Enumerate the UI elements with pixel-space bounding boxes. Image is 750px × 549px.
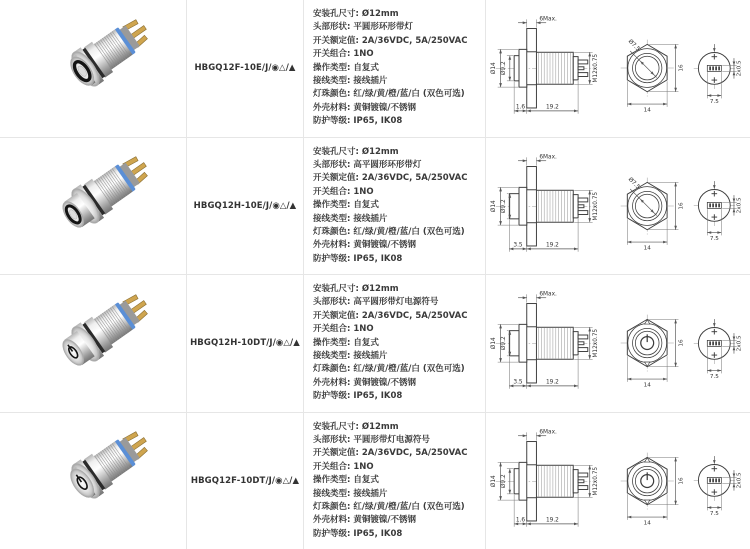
spec-line: 接线类型: 接线插片 — [313, 76, 388, 87]
spec-line: 操作类型: 自复式 — [313, 200, 379, 211]
product-photo-cell — [0, 413, 187, 549]
svg-text:M12x0.75: M12x0.75 — [592, 191, 599, 221]
spec-line: 安装孔尺寸: Ø12mm — [313, 9, 399, 19]
spec-line: 开关额定值: 2A/36VDC, 5A/250VAC — [313, 35, 468, 46]
svg-text:Ø14: Ø14 — [490, 62, 497, 75]
rear-view-drawing — [690, 16, 748, 121]
svg-text:1.6: 1.6 — [515, 104, 526, 111]
product-row — [0, 0, 750, 137]
svg-text:19.2: 19.2 — [545, 241, 559, 248]
spec-line: 开关组合: 1NO — [313, 324, 374, 335]
side-view-drawing — [488, 427, 612, 536]
spec-line: 接线类型: 接线插片 — [313, 488, 388, 499]
svg-text:Ø14: Ø14 — [490, 199, 497, 212]
spec-line: 防护等级: IP65, IK08 — [313, 116, 403, 127]
svg-text:16: 16 — [678, 64, 685, 72]
svg-text:7.5: 7.5 — [709, 236, 719, 243]
product-photo-cell — [0, 275, 187, 412]
side-view-drawing — [488, 14, 612, 123]
spec-line: 开关组合: 1NO — [313, 49, 374, 60]
spec-line: 头部形状: 高平圆形环形带灯 — [313, 159, 422, 170]
svg-text:6Max.: 6Max. — [539, 291, 557, 298]
drawing-cell — [486, 275, 750, 412]
svg-text:14: 14 — [643, 107, 651, 114]
product-row — [0, 274, 750, 412]
specs-cell — [304, 413, 486, 549]
svg-text:7.5: 7.5 — [709, 373, 719, 380]
spec-line: 灯珠颜色: 红/绿/黄/橙/蓝/白 (双色可选) — [313, 89, 465, 100]
product-photo — [0, 0, 186, 137]
spec-line: 安装孔尺寸: Ø12mm — [313, 146, 399, 157]
svg-text:2x0.5: 2x0.5 — [736, 197, 743, 214]
spec-line: 头部形状: 高平圆形带灯电源符号 — [313, 297, 439, 308]
svg-text:3.5: 3.5 — [513, 241, 523, 248]
drawing-cell — [486, 138, 750, 275]
model-number: HBGQ12H-10DT/J/◉△/▲ — [190, 338, 300, 349]
spec-line: 开关额定值: 2A/36VDC, 5A/250VAC — [313, 448, 468, 459]
front-view-drawing — [615, 290, 687, 396]
svg-text:7.5: 7.5 — [709, 98, 719, 105]
spec-line: 操作类型: 自复式 — [313, 62, 379, 73]
product-row — [0, 137, 750, 275]
svg-text:6Max.: 6Max. — [539, 16, 557, 23]
product-photo — [0, 275, 186, 412]
spec-line: 接线类型: 接线插片 — [313, 213, 388, 224]
svg-text:Ø9.2: Ø9.2 — [500, 336, 507, 351]
svg-text:19.2: 19.2 — [545, 516, 559, 523]
drawing-cell — [486, 0, 750, 137]
svg-text:1.6: 1.6 — [515, 516, 526, 523]
spec-line: 外壳材料: 黄铜镀镍/不锈钢 — [313, 515, 416, 526]
model-cell — [187, 275, 304, 412]
svg-text:14: 14 — [643, 520, 651, 527]
svg-text:6Max.: 6Max. — [539, 153, 557, 160]
spec-line: 灯珠颜色: 红/绿/黄/橙/蓝/白 (双色可选) — [313, 501, 465, 512]
svg-text:Ø7.5: Ø7.5 — [626, 176, 641, 191]
svg-text:M12x0.75: M12x0.75 — [592, 328, 599, 358]
svg-text:6Max.: 6Max. — [539, 428, 557, 435]
spec-line: 开关组合: 1NO — [313, 461, 374, 472]
svg-text:14: 14 — [643, 382, 651, 389]
product-row — [0, 412, 750, 549]
svg-text:2x0.5: 2x0.5 — [736, 335, 743, 352]
spec-line: 操作类型: 自复式 — [313, 337, 379, 348]
specs-cell — [304, 275, 486, 412]
spec-line: 防护等级: IP65, IK08 — [313, 528, 403, 539]
side-view-drawing — [488, 152, 612, 261]
model-number: HBGQ12H-10E/J/◉△/▲ — [193, 200, 297, 211]
front-view-drawing — [615, 428, 687, 534]
svg-text:16: 16 — [678, 477, 685, 485]
svg-text:Ø7.5: Ø7.5 — [626, 38, 641, 53]
svg-text:M12x0.75: M12x0.75 — [592, 466, 599, 496]
spec-line: 安装孔尺寸: Ø12mm — [313, 421, 399, 432]
svg-text:2x0.5: 2x0.5 — [736, 60, 743, 77]
side-view-drawing — [488, 289, 612, 398]
svg-text:7.5: 7.5 — [709, 511, 719, 518]
model-cell — [187, 138, 304, 275]
svg-text:Ø14: Ø14 — [490, 337, 497, 350]
specs-cell — [304, 138, 486, 275]
svg-text:Ø14: Ø14 — [490, 474, 497, 487]
spec-line: 灯珠颜色: 红/绿/黄/橙/蓝/白 (双色可选) — [313, 364, 465, 375]
product-photo-cell — [0, 138, 187, 275]
spec-line: 安装孔尺寸: Ø12mm — [313, 284, 399, 294]
spec-line: 头部形状: 平圆形环形带灯 — [313, 22, 413, 33]
rear-view-drawing — [690, 291, 748, 396]
model-number: HBGQ12F-10DT/J/◉△/▲ — [190, 475, 300, 486]
spec-line: 防护等级: IP65, IK08 — [313, 391, 403, 402]
spec-line: 开关额定值: 2A/36VDC, 5A/250VAC — [313, 173, 468, 184]
svg-text:16: 16 — [678, 339, 685, 347]
spec-line: 开关额定值: 2A/36VDC, 5A/250VAC — [313, 310, 468, 321]
model-cell — [187, 0, 304, 137]
model-cell — [187, 413, 304, 549]
svg-text:19.2: 19.2 — [545, 104, 559, 111]
svg-text:14: 14 — [643, 245, 651, 252]
front-view-drawing — [615, 15, 687, 121]
model-number: HBGQ12F-10E/J/◉△/▲ — [194, 63, 296, 74]
spec-line: 外壳材料: 黄铜镀镍/不锈钢 — [313, 102, 416, 113]
spec-line: 操作类型: 自复式 — [313, 475, 379, 486]
spec-line: 外壳材料: 黄铜镀镍/不锈钢 — [313, 377, 416, 388]
svg-text:Ø9.2: Ø9.2 — [500, 61, 507, 76]
svg-text:M12x0.75: M12x0.75 — [592, 53, 599, 83]
spec-line: 外壳材料: 黄铜镀镍/不锈钢 — [313, 240, 416, 251]
product-photo — [0, 413, 186, 549]
svg-text:19.2: 19.2 — [545, 379, 559, 386]
spec-line: 防护等级: IP65, IK08 — [313, 253, 403, 264]
product-photo — [0, 138, 186, 275]
product-photo-cell — [0, 0, 187, 137]
spec-line: 头部形状: 平圆形带灯电源符号 — [313, 434, 430, 445]
svg-text:3.5: 3.5 — [513, 379, 523, 386]
specs-cell — [304, 0, 486, 137]
front-view-drawing — [615, 153, 687, 259]
svg-text:2x0.5: 2x0.5 — [736, 472, 743, 489]
spec-line: 开关组合: 1NO — [313, 186, 374, 197]
spec-line: 接线类型: 接线插片 — [313, 351, 388, 362]
rear-view-drawing — [690, 428, 748, 533]
svg-text:16: 16 — [678, 202, 685, 210]
svg-text:Ø9.2: Ø9.2 — [500, 198, 507, 213]
rear-view-drawing — [690, 153, 748, 258]
drawing-cell — [486, 413, 750, 549]
spec-line: 灯珠颜色: 红/绿/黄/橙/蓝/白 (双色可选) — [313, 226, 465, 237]
svg-text:Ø9.2: Ø9.2 — [500, 473, 507, 488]
